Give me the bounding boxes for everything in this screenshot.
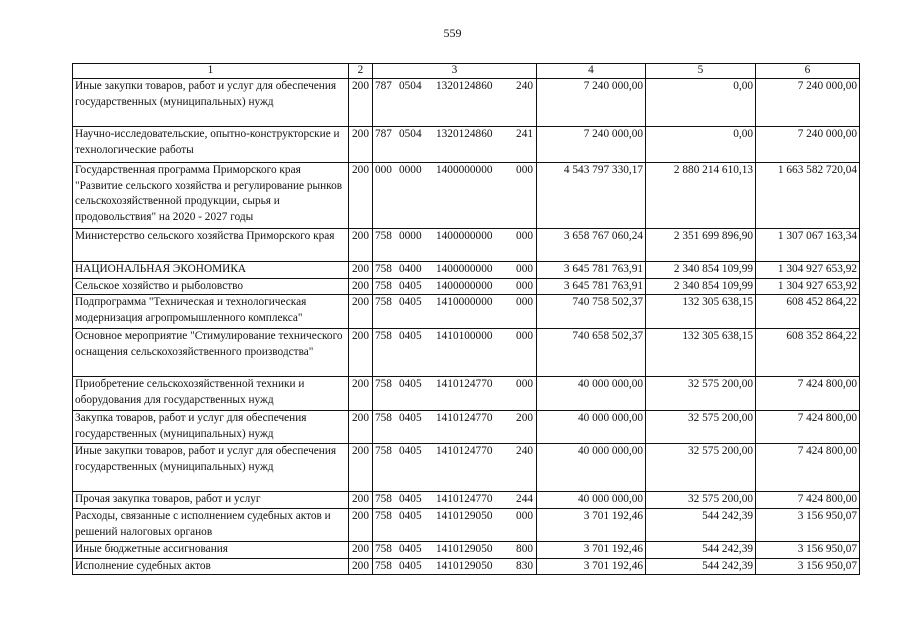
row-name: НАЦИОНАЛЬНАЯ ЭКОНОМИКА: [73, 262, 349, 279]
row-section-code: 0000: [399, 164, 422, 176]
row-classification: [373, 127, 537, 163]
row-name: Министерство сельского хозяйства Приморского края: [73, 229, 349, 262]
row-value-5: 0,00: [646, 127, 756, 163]
row-code: 200: [349, 127, 373, 163]
row-target-code: 1320124860: [436, 80, 493, 92]
row-value-4: 3 701 192,46: [537, 542, 646, 559]
row-classification: [373, 444, 537, 492]
row-value-5: 132 305 638,15: [646, 295, 756, 329]
row-value-4: 7 240 000,00: [537, 79, 646, 127]
row-admin-code: 758: [375, 296, 392, 309]
row-admin-code: 787: [375, 80, 392, 92]
row-type-code: 240: [516, 445, 533, 458]
row-section-code: 0405: [399, 510, 422, 523]
row-code: 200: [349, 278, 373, 295]
row-value-6: 3 156 950,07: [756, 509, 860, 542]
table-row: [73, 492, 860, 509]
row-value-6: 3 156 950,07: [756, 542, 860, 559]
row-name: Приобретение сельскохозяйственной техники и оборудования для государственных нужд: [73, 377, 349, 411]
row-classification: [373, 295, 537, 329]
row-value-6: 1 307 067 163,34: [756, 229, 860, 262]
row-target-code: 1410129050: [436, 510, 493, 523]
row-value-4: 740 758 502,37: [537, 295, 646, 329]
row-admin-code: 758: [375, 378, 392, 391]
table-row: [73, 262, 860, 279]
row-value-5: 0,00: [646, 79, 756, 127]
page-number: 559: [443, 26, 462, 40]
row-code: 200: [349, 295, 373, 329]
row-type-code: 244: [516, 493, 533, 506]
row-code: 200: [349, 492, 373, 509]
row-admin-code: 758: [375, 445, 392, 458]
table-row: [73, 444, 860, 492]
row-value-6: 608 452 864,22: [756, 295, 860, 329]
row-value-4: 3 645 781 763,91: [537, 262, 646, 279]
row-name: Государственная программа Приморского края "Развитие сельского хозяйства и регулирование рынков сельскохозяйственной продукции, сырья и продовольствия" на 2020 - 2027 годы: [73, 163, 349, 229]
row-value-5: 544 242,39: [646, 558, 756, 575]
row-section-code: 0405: [399, 412, 422, 425]
row-classification: [373, 492, 537, 509]
column-header: 3: [373, 64, 537, 79]
row-code: 200: [349, 542, 373, 559]
row-classification: [373, 262, 537, 279]
row-name: Иные бюджетные ассигнования: [73, 542, 349, 559]
row-value-6: 7 424 800,00: [756, 492, 860, 509]
column-number-row: [73, 64, 860, 79]
row-value-5: 544 242,39: [646, 542, 756, 559]
row-value-6: 7 424 800,00: [756, 377, 860, 411]
row-admin-code: 758: [375, 330, 392, 343]
row-name: Научно-исследовательские, опытно-конструкторские и технологические работы: [73, 127, 349, 163]
row-name: Расходы, связанные с исполнением судебных актов и решений налоговых органов: [73, 509, 349, 542]
row-admin-code: 758: [375, 543, 392, 556]
row-type-code: 000: [516, 164, 533, 176]
row-section-code: 0405: [399, 279, 422, 292]
row-classification: [373, 509, 537, 542]
row-classification: [373, 163, 537, 229]
row-target-code: 1400000000: [436, 230, 493, 242]
row-admin-code: 000: [375, 164, 392, 176]
column-header: 2: [349, 64, 373, 79]
row-value-5: 2 880 214 610,13: [646, 163, 756, 229]
row-admin-code: 758: [375, 559, 392, 572]
row-classification: [373, 79, 537, 127]
row-admin-code: 758: [375, 412, 392, 425]
row-classification: [373, 377, 537, 411]
row-target-code: 1410129050: [436, 543, 493, 556]
table-row: [73, 295, 860, 329]
row-type-code: 240: [516, 80, 533, 92]
table-row: [73, 542, 860, 559]
row-value-6: 7 240 000,00: [756, 127, 860, 163]
row-target-code: 1410129050: [436, 559, 493, 572]
row-value-6: 3 156 950,07: [756, 558, 860, 575]
row-classification: [373, 411, 537, 444]
row-type-code: 000: [516, 230, 533, 242]
row-value-5: 2 340 854 109,99: [646, 278, 756, 295]
row-value-4: 40 000 000,00: [537, 492, 646, 509]
column-header: 4: [537, 64, 646, 79]
row-type-code: 000: [516, 296, 533, 309]
row-section-code: 0405: [399, 330, 422, 343]
row-type-code: 000: [516, 263, 533, 275]
row-code: 200: [349, 444, 373, 492]
row-target-code: 1410124770: [436, 378, 493, 391]
column-header: 1: [73, 64, 349, 79]
row-target-code: 1410100000: [436, 330, 493, 343]
row-value-5: 544 242,39: [646, 509, 756, 542]
row-value-4: 40 000 000,00: [537, 444, 646, 492]
row-classification: [373, 229, 537, 262]
row-value-6: 608 352 864,22: [756, 329, 860, 377]
table-row: [73, 163, 860, 229]
row-type-code: 200: [516, 412, 533, 425]
row-code: 200: [349, 377, 373, 411]
row-type-code: 800: [516, 543, 533, 556]
row-target-code: 1410000000: [436, 296, 493, 309]
row-value-5: 32 575 200,00: [646, 492, 756, 509]
row-admin-code: 787: [375, 128, 392, 140]
row-type-code: 000: [516, 510, 533, 523]
row-target-code: 1410124770: [436, 412, 493, 425]
row-section-code: 0405: [399, 445, 422, 458]
row-target-code: 1400000000: [436, 279, 493, 292]
row-value-4: 3 658 767 060,24: [537, 229, 646, 262]
row-target-code: 1410124770: [436, 493, 493, 506]
row-name: Сельское хозяйство и рыболовство: [73, 278, 349, 295]
row-section-code: 0405: [399, 378, 422, 391]
row-classification: [373, 542, 537, 559]
row-value-6: 1 663 582 720,04: [756, 163, 860, 229]
table-row: [73, 229, 860, 262]
row-value-5: 2 340 854 109,99: [646, 262, 756, 279]
row-code: 200: [349, 509, 373, 542]
row-value-5: 2 351 699 896,90: [646, 229, 756, 262]
row-code: 200: [349, 411, 373, 444]
row-classification: [373, 558, 537, 575]
table-row: [73, 377, 860, 411]
table-row: [73, 127, 860, 163]
row-value-5: 32 575 200,00: [646, 377, 756, 411]
row-admin-code: 758: [375, 263, 392, 275]
row-admin-code: 758: [375, 510, 392, 523]
row-section-code: 0405: [399, 493, 422, 506]
row-admin-code: 758: [375, 493, 392, 506]
row-name: Исполнение судебных актов: [73, 558, 349, 575]
table-row: [73, 278, 860, 295]
row-section-code: 0504: [399, 80, 422, 92]
row-type-code: 000: [516, 279, 533, 292]
row-value-4: 4 543 797 330,17: [537, 163, 646, 229]
row-code: 200: [349, 79, 373, 127]
row-code: 200: [349, 229, 373, 262]
table-row: [73, 509, 860, 542]
row-code: 200: [349, 329, 373, 377]
row-target-code: 1400000000: [436, 263, 493, 275]
row-value-6: 1 304 927 653,92: [756, 262, 860, 279]
row-section-code: 0000: [399, 230, 422, 242]
row-code: 200: [349, 558, 373, 575]
table-row: [73, 558, 860, 575]
row-value-4: 740 658 502,37: [537, 329, 646, 377]
row-section-code: 0405: [399, 296, 422, 309]
row-type-code: 000: [516, 330, 533, 343]
column-header: 6: [756, 64, 860, 79]
column-header: 5: [646, 64, 756, 79]
row-name: Иные закупки товаров, работ и услуг для обеспечения государственных (муниципальных) нужд: [73, 79, 349, 127]
row-name: Основное мероприятие "Стимулирование технического оснащения сельскохозяйственного производства": [73, 329, 349, 377]
row-value-5: 32 575 200,00: [646, 411, 756, 444]
row-code: 200: [349, 262, 373, 279]
row-classification: [373, 278, 537, 295]
row-section-code: 0400: [399, 263, 422, 275]
row-value-5: 132 305 638,15: [646, 329, 756, 377]
row-name: Подпрограмма "Техническая и технологическая модернизация агропромышленного комплекса": [73, 295, 349, 329]
row-value-6: 1 304 927 653,92: [756, 278, 860, 295]
row-value-6: 7 424 800,00: [756, 444, 860, 492]
row-target-code: 1400000000: [436, 164, 493, 176]
row-classification: [373, 329, 537, 377]
row-target-code: 1410124770: [436, 445, 493, 458]
row-type-code: 000: [516, 378, 533, 391]
row-type-code: 241: [516, 128, 533, 140]
row-value-4: 3 645 781 763,91: [537, 278, 646, 295]
table-row: [73, 329, 860, 377]
row-value-5: 32 575 200,00: [646, 444, 756, 492]
row-admin-code: 758: [375, 230, 392, 242]
row-name: Закупка товаров, работ и услуг для обеспечения государственных (муниципальных) нужд: [73, 411, 349, 444]
row-value-4: 7 240 000,00: [537, 127, 646, 163]
row-value-4: 40 000 000,00: [537, 411, 646, 444]
row-value-6: 7 240 000,00: [756, 79, 860, 127]
row-name: Иные закупки товаров, работ и услуг для обеспечения государственных (муниципальных) нужд: [73, 444, 349, 492]
table-row: [73, 411, 860, 444]
row-section-code: 0504: [399, 128, 422, 140]
row-type-code: 830: [516, 559, 533, 572]
row-name: Прочая закупка товаров, работ и услуг: [73, 492, 349, 509]
row-target-code: 1320124860: [436, 128, 493, 140]
row-value-6: 7 424 800,00: [756, 411, 860, 444]
row-value-4: 40 000 000,00: [537, 377, 646, 411]
row-section-code: 0405: [399, 559, 422, 572]
row-value-4: 3 701 192,46: [537, 558, 646, 575]
row-value-4: 3 701 192,46: [537, 509, 646, 542]
budget-table: [72, 63, 860, 575]
row-section-code: 0405: [399, 543, 422, 556]
row-admin-code: 758: [375, 279, 392, 292]
row-code: 200: [349, 163, 373, 229]
table-row: [73, 79, 860, 127]
